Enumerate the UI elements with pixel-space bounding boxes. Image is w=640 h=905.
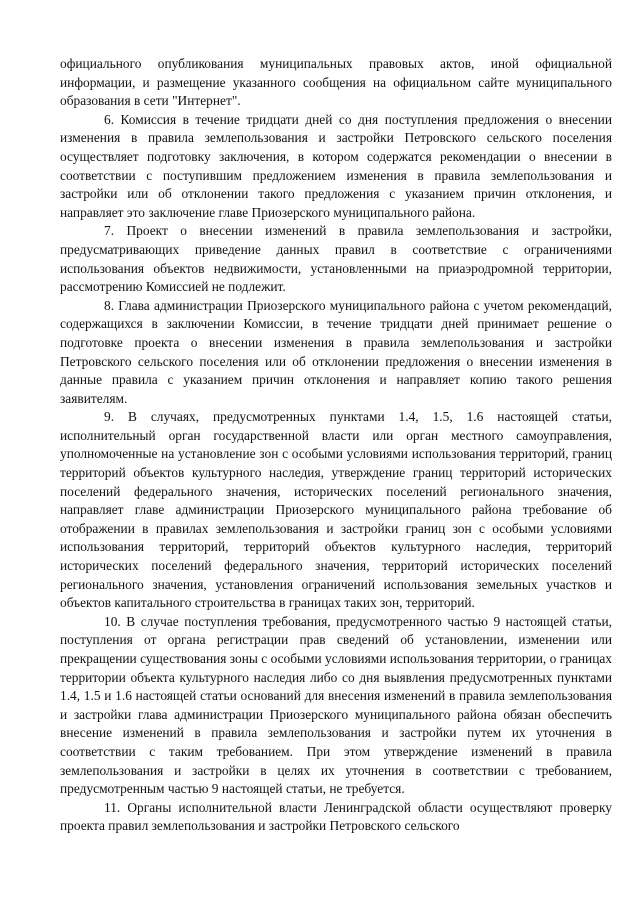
paragraph-7: 7. Проект о внесении изменений в правила землепользования и застройки, предусматривающих приведение данных правил в соответствие с ограничениями использования объектов недвижимости, установленными на приаэродромной территории, рассмотрению Комиссией не подлежит. xyxy=(60,223,612,295)
paragraph-8: 8. Глава администрации Приозерского муниципального района с учетом рекомендаций, содержащихся в заключении Комиссии, в течение тридцати дней принимает решение о подготовке проекта о внесении изменения в правила землепользования и застройки Петровского сельского поселения или об отклонении предложения о внесении изменения в данные правила с указанием причин отклонения и направляет копию такого решения заявителям. xyxy=(60,297,612,406)
paragraph-10: 10. В случае поступления требования, предусмотренного частью 9 настоящей статьи, поступления от органа регистрации прав сведений об установлении, изменении или прекращении существования зоны с особыми условиями использования территории, о границах территории объекта культурного наследия либо со дня выявления предусмотренных пунктами 1.4, 1.5 и 1.6 настоящей статьи оснований для внесения изменений в правила землепользования и застройки глава администрации Приозерского муниципального района обязан обеспечить внесение изменений в правила землепользования и застройки путем их уточнения в соответствии с таким требованием. При этом утверждение изменений в правила землепользования и застройки в целях их уточнения в соответствии с требованием, предусмотренным частью 9 настоящей статьи, не требуется. xyxy=(60,613,612,797)
paragraph-9: 9. В случаях, предусмотренных пунктами 1.4, 1.5, 1.6 настоящей статьи, исполнительный орган государственной власти или орган местного самоуправления, уполномоченные на установление зон с особыми условиями использования территорий, границ территорий объектов культурного наследия, утверждение границ территорий исторических поселений федерального значения, исторических поселений регионального значения, направляет главе администрации Приозерского муниципального района требование об отображении в правилах землепользования и застройки границ зон с особыми условиями использования территорий, территорий объектов культурного наследия, территорий исторических поселений федерального значения, территорий исторических поселений регионального значения, установления ограничений использования земельных участков и объектов капитального строительства в границах таких зон, территорий. xyxy=(60,409,612,611)
document-page xyxy=(60,55,612,836)
paragraph-11: 11. Органы исполнительной власти Ленинградской области осуществляют проверку проекта правил землепользования и застройки Петровского сельского xyxy=(60,799,612,834)
paragraph-continuation: официального опубликования муниципальных правовых актов, иной официальной информации, и размещение указанного сообщения на официальном сайте муниципального образования в сети "Интернет". xyxy=(60,56,612,109)
paragraph-6: 6. Комиссия в течение тридцати дней со дня поступления предложения о внесении изменения в правила землепользования и застройки Петровского сельского поселения осуществляет подготовку заключения, в котором содержатся рекомендации о внесении в соответствии с поступившим предложением изменения в правила землепользования и застройки или об отклонении такого предложения с указанием причин отклонения, и направляет это заключение главе Приозерского муниципального района. xyxy=(60,111,612,220)
